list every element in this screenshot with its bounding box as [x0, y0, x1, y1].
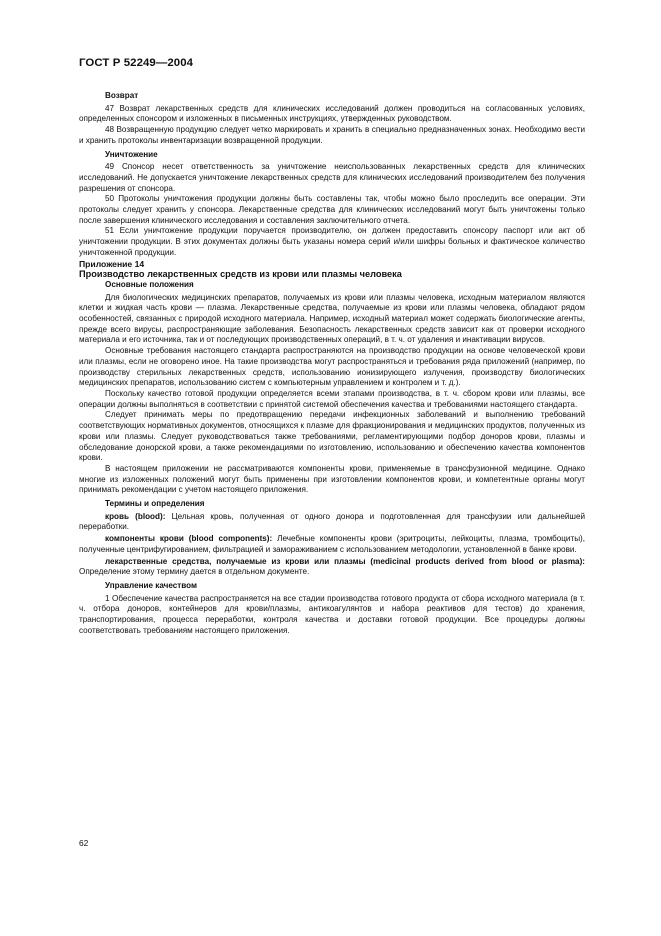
term-blood [79, 512, 585, 533]
paragraph-51: 51 Если уничтожение продукции поручается производителю, он должен предоставить спонсору паспорт или акт об уничтожении продукции. В этих документах должны быть указаны номера серий и/или шифры больных и фактическое количество уничтоженной продукции. [79, 226, 585, 257]
section-heading-return: Возврат [105, 91, 139, 100]
section-heading-terms: Термины и определения [105, 499, 205, 509]
quality-paragraph-1: 1 Обеспечение качества распространяется на все стадии производства готового продукта от сбора исходного материала (в т. ч. отбора доноров, контейнеров для крови/плазмы, антикоагулянтов и набора реактивов для тестов) до хранения, транспортирования, процесса переработки, контроля качества и доставки готовой продукции. Все процедуры должны соответствовать требованиям настоящего приложения. [79, 593, 585, 635]
term-blood-definition: Цельная кровь, полученная от одного донора и подготовленная для трансфузии или дальнейшей переработки. [79, 511, 586, 532]
section-heading-destruction: Уничтожение [105, 149, 158, 159]
paragraph-50: 50 Протоколы уничтожения продукции должны быть составлены так, чтобы можно было проследить все операции. Эти протоколы следует хранить у спонсора. Лекарственные средства для клинических исследований могут быть уничтожены только после завершения клинического исследования и составления заключительного отчета. [79, 194, 585, 225]
appendix-title: Производство лекарственных средств из крови или плазмы человека [79, 269, 402, 280]
section-heading-principles: Основные положения [105, 279, 194, 289]
term-blood-components [79, 534, 585, 555]
principles-paragraph-2: Основные требования настоящего стандарта распространяются на производство продукции на основе человеческой крови или плазмы, если не оговорено иное. На такие производства могут распространяться и требования ряда приложений (например, по производству стерильных лекарственных средств, использованию ионизирующего излучения, производству биологических медицинских препаратов, использованию систем с компьютерным управлением и контролем и т. д.). [79, 346, 585, 388]
paragraph-49: 49 Спонсор несет ответственность за уничтожение неиспользованных лекарственных средств для клинических исследований. Не допускается уничтожение лекарственных средств для клинических исследований производителем без получения разрешения от спонсора. [79, 162, 585, 193]
appendix-number: Приложение 14 [79, 258, 145, 269]
principles-paragraph-1: Для биологических медицинских препаратов, получаемых из крови или плазмы человека, исходным материалом являются клетки и жидкая часть крови — плазма. Лекарственные средства, получаемые из крови или плазмы человека, обладают рядом особенностей, связанных с природой исходного материала. Например, исходный материал может содержать биологические агенты, прежде всего вирусы, распространяющие заболевания. Безопасность лекарственных средств зависит как от проверки исходного материала и его источника, так и от последующих производственных операций, в т. ч. от удаления и инактивации вирусов. [79, 292, 585, 345]
term-blood-name: кровь (blood): [105, 511, 166, 521]
paragraph-47: 47 Возврат лекарственных средств для клинических исследований должен проводиться на согласованных условиях, определенных спонсором и изложенных в письменных инструкциях, утвержденных руководством. [79, 103, 585, 124]
term-medicinal-products-name: лекарственные средства, получаемые из крови или плазмы (medicinal products derived from blood or plasma): [105, 556, 585, 566]
principles-paragraph-5: В настоящем приложении не рассматриваются компоненты крови, применяемые в трансфузионной медицине. Однако многие из изложенных положений могут быть применены при изготовлении компонентов крови, и компетентные органы могут принимать рекомендации с учетом настоящего приложения. [79, 463, 585, 495]
principles-paragraph-3: Поскольку качество готовой продукции определяется всеми этапами производства, в т. ч. сбором крови или плазмы, все операции должны выполняться в соответствии с принятой системой обеспечения качества и требованиями настоящего стандарта. [79, 388, 585, 409]
document-code: ГОСТ Р 52249—2004 [79, 57, 194, 69]
page-content [79, 91, 585, 636]
term-blood-components-name: компоненты крови (blood components): [105, 534, 273, 544]
page-number: 62 [79, 838, 89, 848]
term-blood-components-definition: Лечебные компоненты крови (эритроциты, лейкоциты, плазма, тромбоциты), полученные центрифугированием, фильтрацией и замораживанием с использованием методологии, установленной в банке крови. [79, 534, 585, 554]
term-medicinal-products-definition: Определение этому термину дается в отдельном документе. [79, 567, 310, 577]
term-medicinal-products [79, 557, 585, 578]
principles-paragraph-4: Следует принимать меры по предотвращению передачи инфекционных заболеваний и выполнению требований соответствующих нормативных документов, относящихся к плазме для фракционирования и медицинских продуктов, полученных из крови или плазмы. Следует руководствоваться также требованиями, регламентирующими подбор доноров крови, плазмы и обследование донорской крови, а также рекомендациями по изготовлению, использованию и обеспечению качества компонентов крови. [79, 410, 585, 463]
section-heading-quality: Управление качеством [105, 580, 198, 590]
paragraph-48: 48 Возвращенную продукцию следует четко маркировать и хранить в специально предназначенных зонах. Необходимо вести и хранить протоколы инвентаризации возвращенной продукции. [79, 125, 585, 145]
